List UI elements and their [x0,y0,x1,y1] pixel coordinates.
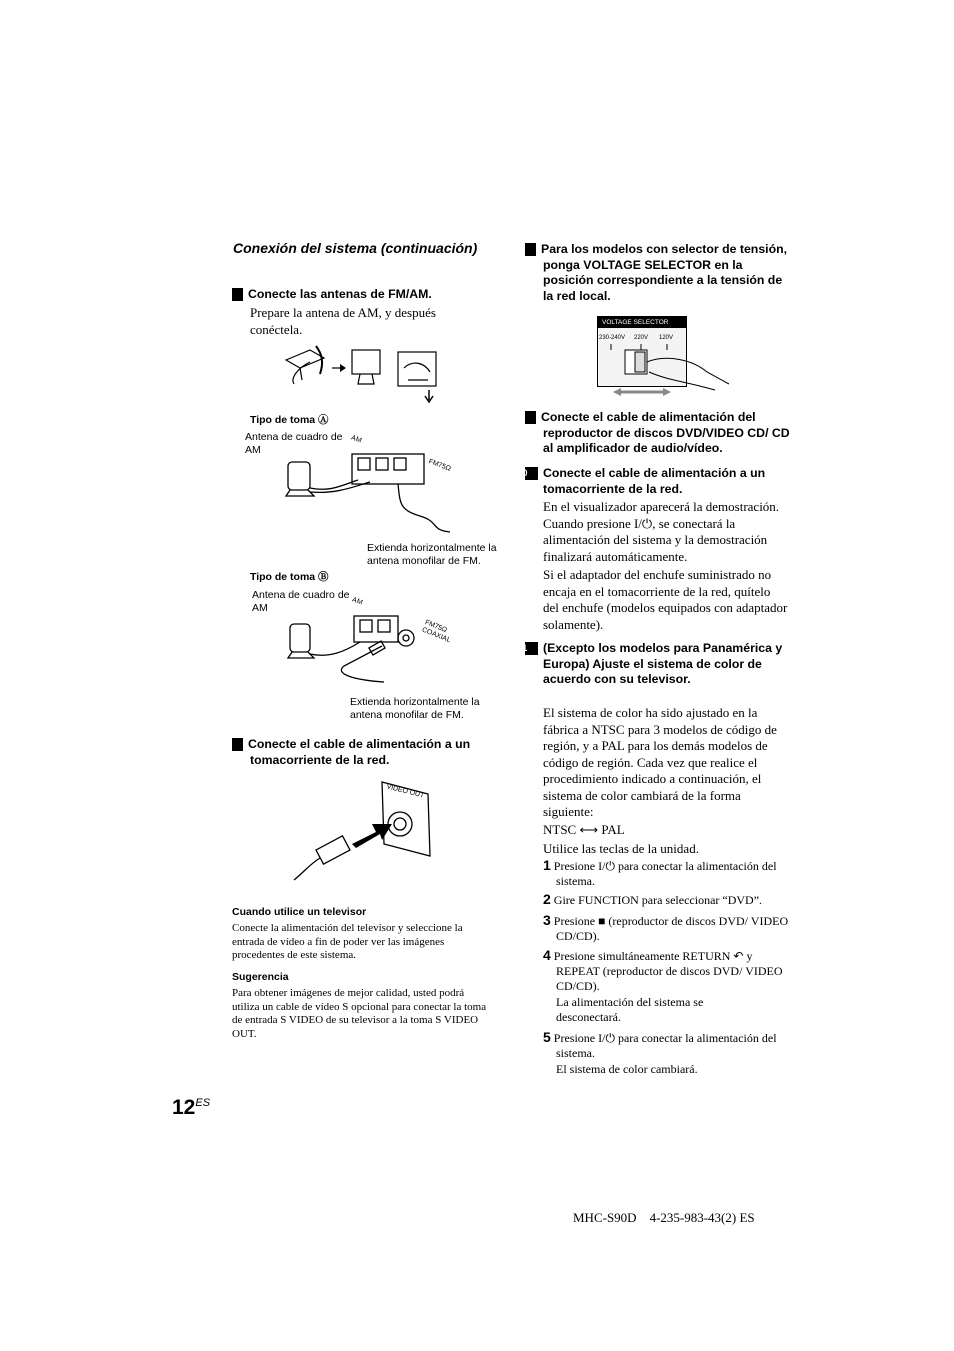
step-6-title: 6 Conecte las antenas de FM/AM. [225,287,432,301]
page-suffix: ES [195,1097,211,1109]
step-10-title: 10 Conecte el cable de alimentación a un tomacorriente de la red. [517,466,766,496]
type-a-jack-fm: FM75Ω [427,458,452,473]
type-a-fm-label: Extienda horizontalmente la antena monofilar de FM. [367,542,497,567]
type-a-title: Tipo de toma Ⓐ [250,414,329,426]
step-7-title: 7 Conecte el cable de alimentación a un tomacorriente de la red. [225,737,471,767]
step-11-p2: Utilice las teclas de la unidad. [543,841,699,856]
hint-title: Sugerencia [232,971,289,983]
substep-4-note: La alimentación del sistema se desconectará. [556,995,704,1024]
step-6-text: Prepare la antena de AM, y después conéctela. [250,305,436,337]
voltage-selector-header: VOLTAGE SELECTOR [598,317,686,328]
hint-text: Para obtener imágenes de mejor calidad, usted podrá utiliza un cable de vídeo S opcional para conectar la toma de entrada S VIDEO de su televisor a la toma S VIDEO OUT. [232,987,487,1040]
substep-2: 2 Gire FUNCTION para seleccionar “DVD”. [543,891,763,907]
video-out-label: VIDEO OUT [385,783,425,800]
type-a-jack-am: AM [350,434,363,445]
voltage-120: 120V [659,335,674,341]
step-8-title: 8 Para los modelos con selector de tensión, ponga VOLTAGE SELECTOR en la posición correspondiente a la tensión de la red local. [518,242,788,303]
type-b-fm-label: Extienda horizontalmente la antena monofilar de FM. [350,696,480,721]
step-11-p1: El sistema de color ha sido ajustado en la fábrica a NTSC para 3 modelos de código de región, y a PAL para los demás modelos de código de región. Cada vez que realice el procedimiento indicado a continuación, el sistema de color cambiará de la forma siguiente: [543,705,777,819]
step-number: 8 [525,243,536,256]
type-b-title: Tipo de toma Ⓑ [250,571,329,583]
step-10-p1: En el visualizador aparecerá la demostración. Cuando presione I/⏻, se conectará la alimentación del sistema y la demostración finalizará automáticamente. [543,499,780,564]
step-number: 6 [232,288,243,301]
voltage-220: 220V [634,335,649,341]
type-b-jack-fm: FM75Ω COAXIAL [420,619,452,645]
page-number: $12^{ES}$ [172,1096,211,1119]
tv-title: Cuando utilice un televisor [232,906,367,918]
substep-5-note: El sistema de color cambiará. [556,1062,698,1076]
type-a-antenna-diagram [280,432,450,542]
step-number: 7 [232,738,243,751]
voltage-230: 230-240V [599,335,626,341]
step-9-title: 9 Conecte el cable de alimentación del reproductor de discos DVD/VIDEO CD/ CD al amplificador de audio/vídeo. [518,410,790,455]
substep-4: 4 Presione simultáneamente RETURN ↶ y REPEAT (reproductor de discos DVD/ VIDEO CD/CD). [543,947,783,993]
step-number: 9 [525,411,536,424]
tv-text: Conecte la alimentación del televisor y seleccione la entrada de vídeo a fin de poder ver las imágenes procedentes de este sistema. [232,922,463,961]
step-11-title: 11 (Excepto los modelos para Panamérica y Europa) Ajuste el sistema de color de acuerdo con su televisor. [518,641,783,686]
step-number: 11 [525,642,538,655]
type-b-jack-am: AM [351,596,364,607]
substep-5: 5 Presione I/⏻ para conectar la alimentación del sistema. [543,1029,777,1060]
section-title: Conexión del sistema (continuación) [233,240,478,256]
antenna-prep-illustration [280,340,440,410]
ntsc-pal: NTSC ⟷ PAL [543,822,625,837]
type-a-am-label: Antena de cuadro de AM [245,431,343,456]
type-b-antenna-diagram [284,600,454,690]
step-number: 10 [525,467,538,480]
step-10-p2: Si el adaptador del enchufe suministrado no encaja en el tomacorriente de la red, quítelo del enchufe (modelos equipados con adaptador solamente). [543,567,788,632]
voltage-selector-drawing [597,340,737,400]
model-code: MHC-S90D 4-235-983-43(2) ES [573,1210,755,1225]
substep-3: 3 Presione ■ (reproductor de discos DVD/ VIDEO CD/CD). [543,912,789,943]
substep-1: 1 Presione I/⏻ para conectar la alimentación del sistema. [543,857,777,888]
type-b-am-label: Antena de cuadro de AM [252,589,350,614]
